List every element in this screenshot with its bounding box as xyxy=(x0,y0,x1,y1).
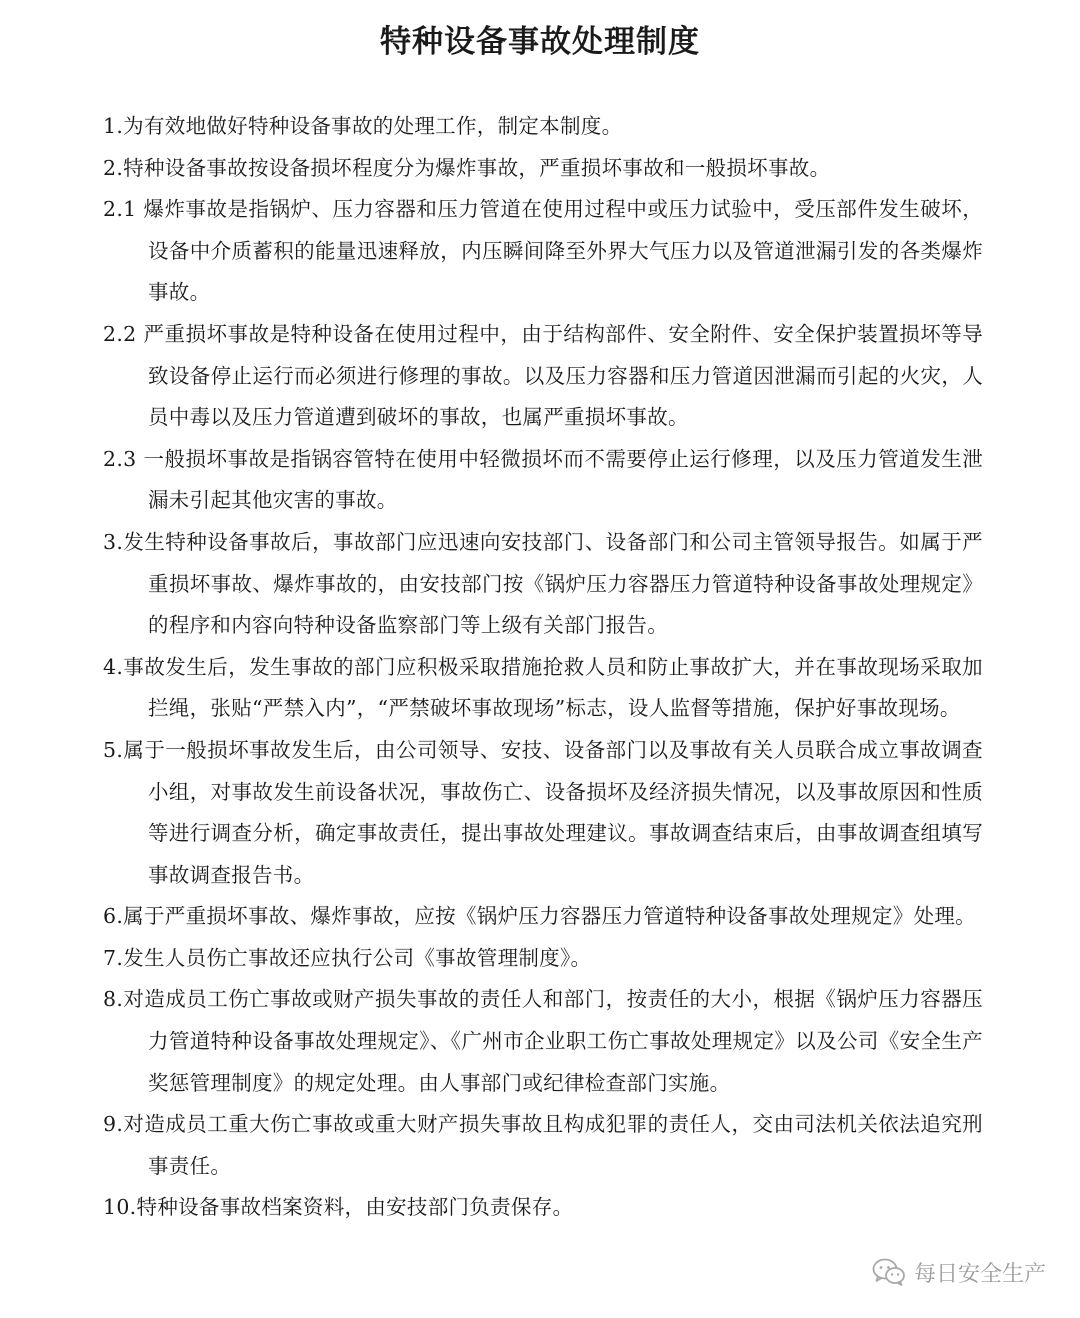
rule-item-1 xyxy=(103,106,983,148)
rule-item-3 xyxy=(103,522,983,647)
rule-number: 2.3 xyxy=(103,446,144,471)
rule-text: 严重损坏事故是特种设备在使用过程中，由于结构部件、安全附件、安全保护装置损坏等导致设备停止运行而必须进行修理的事故。以及压力容器和压力管道因泄漏而引起的火灾，人员中毒以及压力管道遭到破坏的事故，也属严重损坏事故。 xyxy=(143,321,983,430)
rule-text: 对造成员工伤亡事故或财产损失事故的责任人和部门，按责任的大小，根据《锅炉压力容器压力管道特种设备事故处理规定》、《广州市企业职工伤亡事故处理规定》以及公司《安全生产奖惩管理制度》的规定处理。由人事部门或纪律检查部门实施。 xyxy=(123,987,983,1095)
rule-list xyxy=(103,106,983,1229)
rule-number: 4. xyxy=(103,654,124,679)
rule-number: 2. xyxy=(103,155,124,180)
rule-number: 6. xyxy=(103,904,124,929)
rule-number: 2.2 xyxy=(103,321,144,346)
wechat-icon xyxy=(872,1258,906,1286)
rule-text: 为有效地做好特种设备事故的处理工作，制定本制度。 xyxy=(123,114,623,138)
rule-number: 7. xyxy=(103,945,124,970)
watermark xyxy=(872,1255,1046,1289)
rule-number: 3. xyxy=(103,529,124,554)
rule-number: 8. xyxy=(103,987,124,1012)
rule-number: 5. xyxy=(103,737,124,762)
rule-text: 属于一般损坏事故发生后，由公司领导、安技、设备部门以及事故有关人员联合成立事故调查小组，对事故发生前设备状况，事故伤亡、设备损坏及经济损失情况，以及事故原因和性质等进行调查分析，确定事故责任，提出事故处理建议。事故调查结束后，由事故调查组填写事故调查报告书。 xyxy=(123,737,983,887)
rule-text: 特种设备事故按设备损坏程度分为爆炸事故，严重损坏事故和一般损坏事故。 xyxy=(123,155,831,180)
rule-text: 发生特种设备事故后，事故部门应迅速向安技部门、设备部门和公司主管领导报告。如属于严重损坏事故、爆炸事故的，由安技部门按《锅炉压力容器压力管道特种设备事故处理规定》的程序和内容向特种设备监察部门等上级有关部门报告。 xyxy=(123,529,983,638)
rule-number: 9. xyxy=(103,1112,124,1137)
rule-item-2 xyxy=(103,148,983,190)
rule-text: 属于严重损坏事故、爆炸事故，应按《锅炉压力容器压力管道特种设备事故处理规定》处理。 xyxy=(123,904,976,929)
rule-item-9 xyxy=(103,1104,983,1187)
rule-text: 对造成员工重大伤亡事故或重大财产损失事故且构成犯罪的责任人，交由司法机关依法追究刑事责任。 xyxy=(123,1112,983,1178)
rule-item-5 xyxy=(103,730,983,896)
rule-number: 10. xyxy=(103,1195,137,1220)
watermark-text: 每日安全生产 xyxy=(913,1261,1046,1287)
rule-text: 一般损坏事故是指锅容管特在使用中轻微损坏而不需要停止运行修理，以及压力管道发生泄漏未引起其他灾害的事故。 xyxy=(143,446,983,513)
rule-text: 特种设备事故档案资料，由安技部门负责保存。 xyxy=(136,1195,574,1220)
rule-item-10 xyxy=(103,1187,983,1229)
rule-item-7 xyxy=(103,938,983,980)
rule-number: 2.1 xyxy=(103,197,144,222)
rule-text: 爆炸事故是指锅炉、压力容器和压力管道在使用过程中或压力试验中，受压部件发生破坏，设备中介质蓄积的能量迅速释放，内压瞬间降至外界大气压力以及管道泄漏引发的各类爆炸事故。 xyxy=(143,197,983,305)
rule-number: 1. xyxy=(103,114,124,138)
rule-item-6 xyxy=(103,896,983,938)
rule-item-2-2 xyxy=(103,314,983,439)
rule-text: 发生人员伤亡事故还应执行公司《事故管理制度》。 xyxy=(123,945,592,970)
rule-item-2-3 xyxy=(103,439,983,522)
rule-item-2-1 xyxy=(103,189,983,314)
rule-item-4 xyxy=(103,647,983,730)
rule-text: 事故发生后，发生事故的部门应积极采取措施抢救人员和防止事故扩大，并在事故现场采取加拦绳，张贴“严禁入内”，“严禁破坏事故现场”标志，设人监督等措施，保护好事故现场。 xyxy=(123,654,983,721)
document-title: 特种设备事故处理制度 xyxy=(380,24,700,60)
rule-item-8 xyxy=(103,979,983,1104)
